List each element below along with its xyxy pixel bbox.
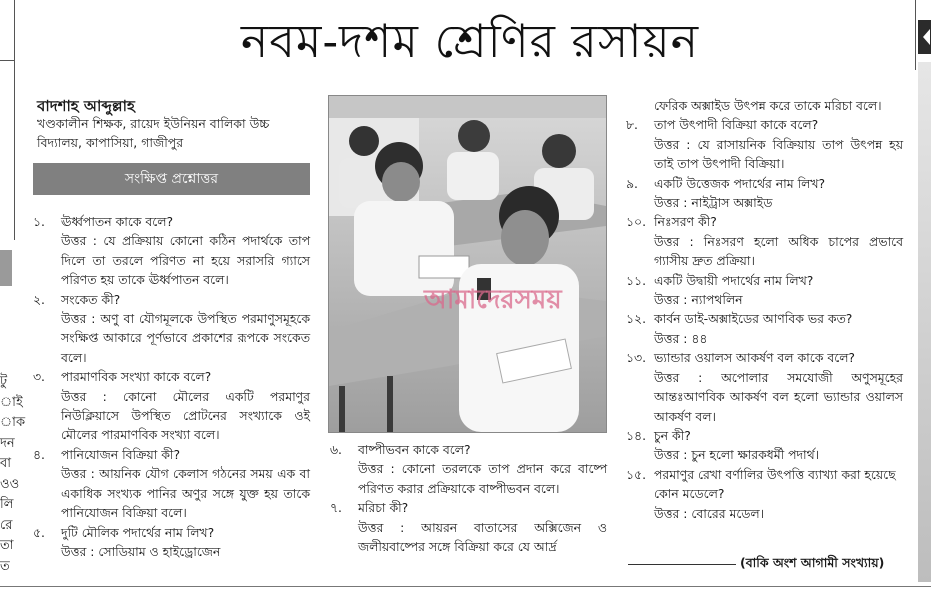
students-exam-photo	[328, 95, 607, 433]
answer-text: উত্তর : নিঃসরণ হলো অধিক চাপের প্রভাবে গ্যাসীয় দ্রুত প্রক্রিয়া।	[654, 233, 903, 269]
question-number: ৪.	[33, 446, 45, 462]
answer-text: উত্তর : কোনো মৌলের একটি পরমাণুর নিউক্লিয়াসে উপস্থিত প্রোটনের সংখ্যাকে ওই মৌলের পারমাণবিক সংখ্যা বলে।	[61, 388, 310, 443]
question-number: ১৪.	[626, 427, 647, 443]
question-text: নিঃসরণ কী?	[654, 214, 717, 230]
qa-item	[330, 440, 607, 498]
adjacent-page-gray-block	[0, 250, 12, 286]
author-name: বাদশাহ আব্দুল্লাহ	[37, 97, 135, 115]
question-text: ঊর্ধ্বপাতন কাকে বলে?	[61, 214, 174, 229]
page-title: নবম-দশম শ্রেণির রসায়ন	[240, 14, 700, 68]
answer-text: উত্তর : আয়রন বাতাসের অক্সিজেন ও জলীয়বাষ্পের সঙ্গে বিক্রিয়া করে যে আর্দ্র	[358, 519, 607, 555]
qa-item	[626, 115, 903, 173]
column-divider-left	[14, 0, 15, 240]
footer-rule	[628, 564, 736, 565]
fragment-line: ত	[0, 558, 10, 574]
page-tab-arrow-icon[interactable]	[918, 20, 931, 54]
photo-illustration	[329, 96, 606, 432]
author-affiliation: খণ্ডকালীন শিক্ষক, রায়েদ ইউনিয়ন বালিকা উচ্চ বিদ্যালয়, কাপাসিয়া, গাজীপুর	[37, 116, 270, 150]
question-number: ১১.	[626, 272, 647, 288]
question-number: ৬.	[330, 442, 342, 457]
question-number: ১০.	[626, 214, 647, 230]
question-text: তাপ উৎপাদী বিক্রিয়া কাকে বলে?	[654, 117, 819, 133]
question-text: মরিচা কী?	[358, 500, 409, 516]
fragment-line: বা	[0, 456, 12, 471]
answer-text: উত্তর : কোনো তরলকে তাপ প্রদান করে বাষ্পে পরিণত করার প্রক্রিয়াকে বাষ্পীভবন বলে।	[358, 461, 607, 496]
answer-text: উত্তর : অণু বা যৌগমূলকে উপস্থিত পরমাণুসমূহকে সংক্ষিপ্ত আকারে পূর্ণভাবে প্রকাশের রূপকে সংকেত বলে।	[61, 311, 310, 365]
question-number: ১২.	[626, 311, 647, 327]
answer-text: উত্তর : চুন হলো ক্ষারকধর্মী পদার্থ।	[654, 447, 820, 463]
qa-item	[33, 445, 310, 523]
question-number: ৭.	[330, 500, 342, 516]
qa-item	[33, 523, 310, 562]
question-number: ২.	[33, 291, 45, 307]
question-number: ৫.	[33, 524, 45, 540]
answer-text: উত্তর : যে প্রক্রিয়ায় কোনো কঠিন পদার্থকে তাপ দিলে তা তরলে পরিণত না হয়ে সরাসরি গ্যাসে পরিণত হয় তাকে ঊর্ধ্বপাতন বলে।	[61, 233, 310, 288]
qa-item	[626, 348, 903, 426]
qa-item	[626, 212, 903, 270]
qa-column-2	[330, 440, 607, 556]
question-text: কার্বন ডাই-অক্সাইডের আণবিক ভর কত?	[654, 311, 853, 327]
question-text: বাষ্পীভবন কাকে বলে?	[358, 442, 471, 457]
answer-text: উত্তর : বোরের মডেল।	[654, 505, 765, 521]
question-number: ৮.	[626, 117, 638, 133]
qa-item	[626, 309, 903, 348]
photo-watermark: আমাদেরসময়	[424, 285, 562, 315]
question-text: একটি উত্তেজক পদার্থের নাম লিখ?	[654, 175, 826, 191]
question-number: ৩.	[33, 369, 45, 385]
qa-item	[33, 212, 310, 290]
qa-item	[330, 498, 607, 556]
qa-item	[626, 426, 903, 465]
question-text: ভ্যান্ডার ওয়ালস আকর্ষণ বল কাকে বলে?	[654, 350, 856, 366]
question-text: চুন কী?	[654, 427, 691, 443]
answer-text: উত্তর : যে রাসায়নিক বিক্রিয়ায় তাপ উৎপন্ন হয় তাই তাপ উৎপাদী বিক্রিয়া।	[654, 136, 903, 172]
adjacent-page-strip	[918, 62, 931, 582]
question-number: ৯.	[626, 175, 638, 191]
answer-text: উত্তর : ন্যাপথলিন	[654, 292, 743, 308]
answer-text: উত্তর : ৪৪	[654, 330, 708, 346]
answer-text: উত্তর : নাইট্রাস অক্সাইড	[654, 195, 773, 211]
question-number: ১৫.	[626, 466, 647, 482]
question-text: পরমাণুর রেখা বর্ণালির উৎপত্তি ব্যাখ্যা করা হয়েছে কোন মডেলে?	[654, 466, 896, 502]
qa-item	[626, 271, 903, 310]
section-heading: সংক্ষিপ্ত প্রশ্নোত্তর	[33, 163, 310, 195]
qa-column-3	[626, 96, 903, 523]
qa-column-1	[33, 212, 310, 561]
fragment-line: তা	[0, 538, 14, 553]
fragment-line: রে	[0, 517, 13, 533]
qa-item	[626, 465, 903, 523]
fragment-line: দন	[0, 435, 15, 451]
question-text: পানিযোজন বিক্রিয়া কী?	[61, 446, 181, 462]
question-number: ১৩.	[626, 350, 647, 366]
question-text: পারমাণবিক সংখ্যা কাকে বলে?	[61, 369, 212, 385]
continued-note: (বাকি অংশ আগামী সংখ্যায়)	[740, 555, 885, 570]
question-number: ১.	[33, 214, 45, 229]
qa-item	[33, 367, 310, 445]
fragment-line: ওও	[0, 476, 20, 492]
bottom-rule	[0, 586, 931, 587]
fragment-line: াক	[0, 415, 26, 430]
fragment-line: টু	[0, 374, 8, 389]
qa-item	[33, 290, 310, 368]
qa-item	[626, 174, 903, 213]
fragment-line: লি	[0, 497, 14, 512]
fragment-line: াই	[0, 394, 23, 410]
question-text: একটি উদ্বায়ী পদার্থের নাম লিখ?	[654, 272, 814, 288]
answer-text: উত্তর : আয়নিক যৌগ কেলাস গঠনের সময় এক বা একাধিক সংখ্যক পানির অণুর সঙ্গে যুক্ত হয় তাকে পানিযোজন বিক্রিয়া বলে।	[61, 466, 310, 521]
column-divider-right	[915, 0, 916, 70]
answer-text: উত্তর : সোডিয়াম ও হাইড্রোজেন	[61, 543, 221, 559]
question-text: সংকেত কী?	[61, 291, 121, 307]
adjacent-column-fragments	[0, 372, 26, 577]
continuation-text: ফেরিক অক্সাইড উৎপন্ন করে তাকে মরিচা বলে।	[654, 98, 882, 113]
header-rule	[0, 60, 14, 61]
answer-text: উত্তর : অপোলার সমযোজী অণুসমূহের আন্তঃআণবিক আকর্ষণ বল হলো ভ্যান্ডার ওয়ালস আকর্ষণ বল।	[654, 369, 903, 424]
question-text: দুটি মৌলিক পদার্থের নাম লিখ?	[61, 524, 215, 540]
